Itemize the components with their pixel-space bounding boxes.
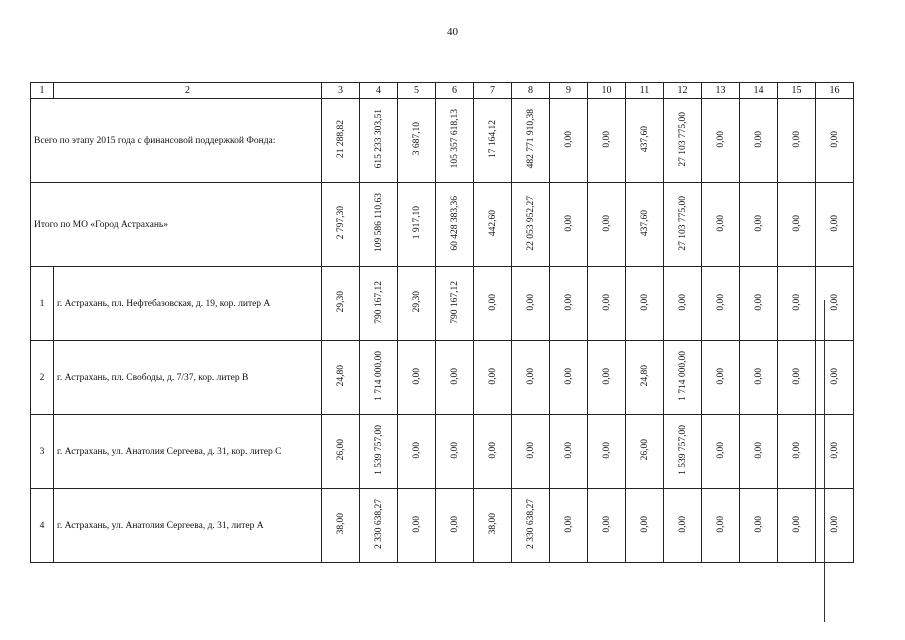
row-value-cell (360, 489, 398, 563)
row-value-cell (702, 267, 740, 341)
row-value-cell (436, 341, 474, 415)
row-address: г. Астрахань, пл. Нефтебазовская, д. 19, кор. литер А (54, 267, 322, 341)
row-value-cell (322, 415, 360, 489)
summary-value-cell (702, 99, 740, 183)
row-value: 1 714 000,00 (373, 351, 384, 401)
summary-value-cell (740, 183, 778, 267)
row-value-cell (740, 341, 778, 415)
summary-value-cell (512, 183, 550, 267)
column-number-3: 3 (322, 83, 360, 99)
summary-value: 0,00 (753, 130, 764, 148)
row-value: 1 539 757,00 (373, 425, 384, 475)
table-row (31, 267, 854, 341)
summary-value: 60 428 383,36 (449, 195, 460, 251)
column-number-row (31, 83, 854, 99)
row-value-cell (702, 489, 740, 563)
summary-value-cell (702, 183, 740, 267)
row-value-cell (664, 341, 702, 415)
page-number: 40 (447, 26, 458, 38)
margin-line (824, 300, 825, 622)
row-address: г. Астрахань, ул. Анатолия Сергеева, д. 31, кор. литер С (54, 415, 322, 489)
row-value: 0,00 (829, 515, 840, 533)
summary-value-cell (550, 99, 588, 183)
summary-value: 482 771 910,38 (525, 109, 536, 169)
row-value: 0,00 (525, 367, 536, 385)
row-value: 0,00 (639, 293, 650, 311)
row-value-cell (550, 415, 588, 489)
summary-value: 27 103 775,00 (677, 111, 688, 167)
row-value-cell (322, 267, 360, 341)
row-value: 0,00 (487, 293, 498, 311)
row-value: 0,00 (563, 515, 574, 533)
row-value: 0,00 (449, 367, 460, 385)
row-value: 0,00 (639, 515, 650, 533)
row-value-cell (360, 267, 398, 341)
column-number-14: 14 (740, 83, 778, 99)
row-value: 0,00 (829, 441, 840, 459)
summary-value-cell (740, 99, 778, 183)
row-value: 0,00 (753, 293, 764, 311)
row-value: 0,00 (487, 367, 498, 385)
summary-value-cell (550, 183, 588, 267)
row-value-cell (778, 267, 816, 341)
summary-value: 22 053 952,27 (525, 195, 536, 251)
row-value: 0,00 (677, 293, 688, 311)
summary-value: 0,00 (715, 130, 726, 148)
summary-value-cell (398, 99, 436, 183)
row-number: 3 (31, 415, 54, 489)
row-value: 38,00 (335, 513, 346, 535)
row-value: 2 330 638,27 (373, 499, 384, 549)
summary-value: 0,00 (715, 214, 726, 232)
row-number: 1 (31, 267, 54, 341)
summary-value: 0,00 (563, 130, 574, 148)
row-value-cell (816, 489, 854, 563)
summary-value-cell (474, 183, 512, 267)
summary-value: 0,00 (829, 214, 840, 232)
row-value-cell (512, 267, 550, 341)
row-value-cell (778, 415, 816, 489)
row-value-cell (778, 341, 816, 415)
row-value-cell (322, 341, 360, 415)
row-value-cell (398, 267, 436, 341)
row-value-cell (550, 267, 588, 341)
row-value-cell (626, 489, 664, 563)
row-value: 790 167,12 (449, 280, 460, 324)
row-value-cell (398, 341, 436, 415)
row-value-cell (740, 489, 778, 563)
row-value-cell (474, 341, 512, 415)
summary-value: 0,00 (601, 214, 612, 232)
row-value: 0,00 (411, 515, 422, 533)
summary-value-cell (664, 183, 702, 267)
row-value: 0,00 (829, 367, 840, 385)
column-number-10: 10 (588, 83, 626, 99)
row-value-cell (436, 267, 474, 341)
summary-value-cell (588, 183, 626, 267)
summary-value-cell (322, 99, 360, 183)
row-value-cell (436, 489, 474, 563)
row-value-cell (588, 341, 626, 415)
row-value: 26,00 (639, 439, 650, 461)
row-value-cell (360, 341, 398, 415)
row-value-cell (626, 415, 664, 489)
row-value-cell (740, 415, 778, 489)
summary-value-cell (816, 183, 854, 267)
row-value: 0,00 (601, 367, 612, 385)
row-value: 0,00 (449, 441, 460, 459)
row-value: 0,00 (601, 293, 612, 311)
summary-value-cell (816, 99, 854, 183)
row-value-cell (740, 267, 778, 341)
row-value: 26,00 (335, 439, 346, 461)
row-value-cell (360, 415, 398, 489)
row-value: 0,00 (525, 293, 536, 311)
row-value: 0,00 (563, 441, 574, 459)
row-value-cell (512, 415, 550, 489)
row-value: 0,00 (715, 367, 726, 385)
row-value: 0,00 (715, 515, 726, 533)
column-number-6: 6 (436, 83, 474, 99)
summary-row (31, 99, 854, 183)
summary-value: 0,00 (829, 130, 840, 148)
row-value-cell (664, 489, 702, 563)
row-value: 0,00 (563, 293, 574, 311)
row-value-cell (398, 415, 436, 489)
column-number-9: 9 (550, 83, 588, 99)
summary-value: 21 288,82 (335, 120, 346, 158)
summary-value-cell (778, 99, 816, 183)
summary-value-cell (436, 99, 474, 183)
row-value: 0,00 (411, 441, 422, 459)
table-row (31, 341, 854, 415)
summary-value-cell (398, 183, 436, 267)
column-number-4: 4 (360, 83, 398, 99)
row-value: 2 330 638,27 (525, 499, 536, 549)
row-value: 0,00 (525, 441, 536, 459)
column-number-13: 13 (702, 83, 740, 99)
row-address: г. Астрахань, ул. Анатолия Сергеева, д. 31, литер А (54, 489, 322, 563)
table-row (31, 489, 854, 563)
row-value: 1 714 000,00 (677, 351, 688, 401)
summary-value: 0,00 (791, 214, 802, 232)
data-table (30, 82, 854, 563)
row-value: 790 167,12 (373, 280, 384, 324)
column-number-1: 1 (31, 83, 54, 99)
summary-value: 1 917,10 (411, 206, 422, 240)
summary-value-cell (664, 99, 702, 183)
summary-value-cell (626, 99, 664, 183)
column-number-5: 5 (398, 83, 436, 99)
row-value-cell (626, 267, 664, 341)
summary-value: 3 687,10 (411, 122, 422, 156)
summary-row (31, 183, 854, 267)
summary-value-cell (322, 183, 360, 267)
summary-value-cell (360, 183, 398, 267)
row-value-cell (474, 267, 512, 341)
row-value: 1 539 757,00 (677, 425, 688, 475)
row-value: 0,00 (449, 515, 460, 533)
row-value-cell (474, 415, 512, 489)
row-value: 0,00 (715, 293, 726, 311)
summary-value: 17 164,12 (487, 120, 498, 158)
row-value-cell (816, 267, 854, 341)
column-number-15: 15 (778, 83, 816, 99)
summary-label: Итого по МО «Город Астрахань» (31, 183, 322, 267)
row-value-cell (512, 341, 550, 415)
row-number: 2 (31, 341, 54, 415)
column-number-12: 12 (664, 83, 702, 99)
row-value-cell (702, 341, 740, 415)
summary-value: 615 233 303,51 (373, 109, 384, 169)
summary-value-cell (512, 99, 550, 183)
row-value-cell (664, 415, 702, 489)
column-number-16: 16 (816, 83, 854, 99)
row-value: 0,00 (677, 515, 688, 533)
row-value-cell (816, 415, 854, 489)
row-value: 0,00 (487, 441, 498, 459)
row-value: 24,80 (335, 365, 346, 387)
row-value: 0,00 (715, 441, 726, 459)
row-value-cell (474, 489, 512, 563)
summary-value-cell (436, 183, 474, 267)
row-value-cell (550, 341, 588, 415)
row-value: 29,30 (411, 291, 422, 313)
row-value-cell (778, 489, 816, 563)
row-value: 0,00 (791, 441, 802, 459)
row-value: 0,00 (791, 293, 802, 311)
row-value: 0,00 (791, 515, 802, 533)
row-value: 0,00 (601, 515, 612, 533)
row-value: 0,00 (791, 367, 802, 385)
summary-value-cell (778, 183, 816, 267)
row-value-cell (322, 489, 360, 563)
table-row (31, 415, 854, 489)
row-number: 4 (31, 489, 54, 563)
summary-value: 0,00 (791, 130, 802, 148)
row-value-cell (398, 489, 436, 563)
summary-value: 437,60 (639, 209, 650, 237)
column-number-7: 7 (474, 83, 512, 99)
summary-value: 442,60 (487, 209, 498, 237)
column-number-2: 2 (54, 83, 322, 99)
row-value-cell (702, 415, 740, 489)
summary-value-cell (360, 99, 398, 183)
row-value-cell (436, 415, 474, 489)
summary-value: 2 797,30 (335, 206, 346, 240)
summary-value: 109 586 110,63 (373, 193, 384, 253)
row-value-cell (550, 489, 588, 563)
row-value: 24,80 (639, 365, 650, 387)
row-value: 38,00 (487, 513, 498, 535)
row-value: 0,00 (563, 367, 574, 385)
summary-value-cell (626, 183, 664, 267)
summary-value: 0,00 (563, 214, 574, 232)
row-value: 0,00 (753, 367, 764, 385)
row-value-cell (626, 341, 664, 415)
column-number-11: 11 (626, 83, 664, 99)
row-value-cell (588, 267, 626, 341)
summary-value: 0,00 (601, 130, 612, 148)
summary-value: 0,00 (753, 214, 764, 232)
row-value: 0,00 (829, 293, 840, 311)
row-value: 0,00 (601, 441, 612, 459)
row-address: г. Астрахань, пл. Свободы, д. 7/37, кор. литер В (54, 341, 322, 415)
summary-value-cell (588, 99, 626, 183)
row-value-cell (588, 489, 626, 563)
row-value-cell (588, 415, 626, 489)
row-value-cell (512, 489, 550, 563)
row-value: 29,30 (335, 291, 346, 313)
summary-value: 27 103 775,00 (677, 195, 688, 251)
row-value: 0,00 (753, 515, 764, 533)
row-value: 0,00 (411, 367, 422, 385)
summary-label: Всего по этапу 2015 года с финансовой поддержкой Фонда: (31, 99, 322, 183)
column-number-8: 8 (512, 83, 550, 99)
summary-value: 105 357 618,13 (449, 109, 460, 169)
summary-value-cell (474, 99, 512, 183)
row-value-cell (816, 341, 854, 415)
summary-value: 437,60 (639, 125, 650, 153)
row-value: 0,00 (753, 441, 764, 459)
row-value-cell (664, 267, 702, 341)
